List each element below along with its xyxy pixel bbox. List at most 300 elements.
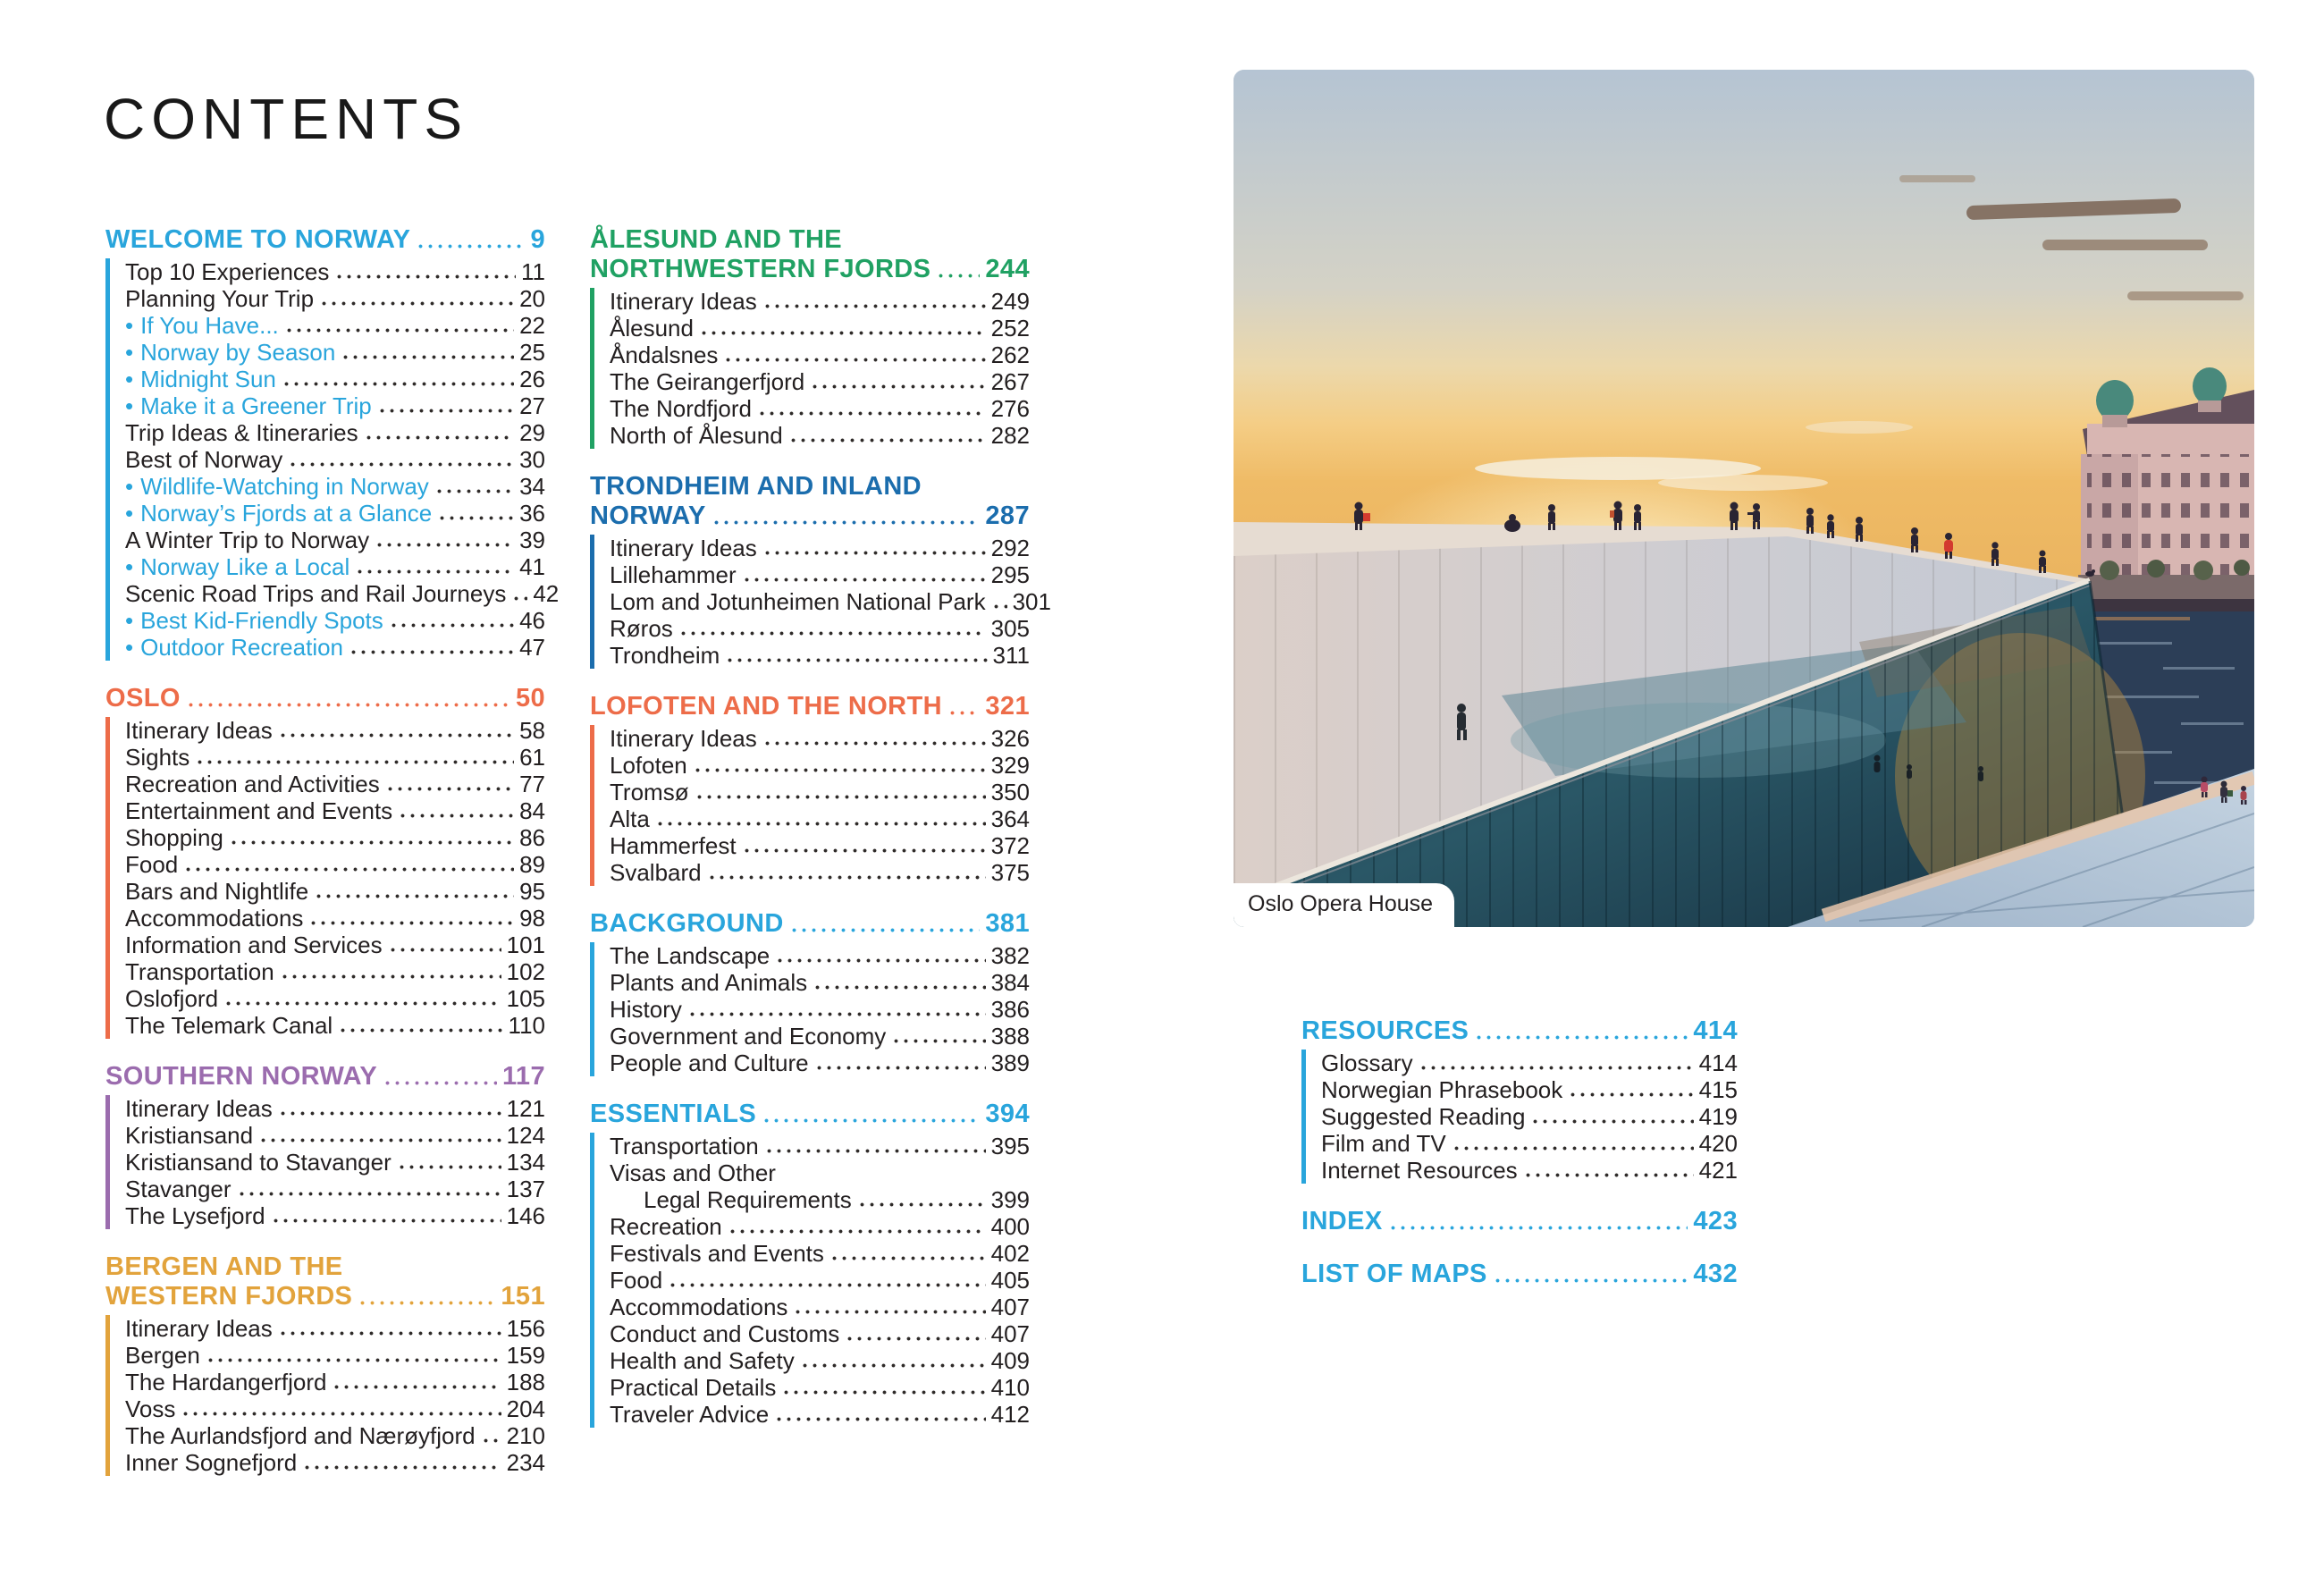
section-header [590, 255, 1030, 284]
item-label: The Aurlandsfjord and Nærøyfjord [125, 1422, 476, 1449]
item-page-number: 34 [519, 473, 545, 500]
item-label: Plants and Animals [610, 969, 808, 996]
leader-dots [829, 1256, 986, 1260]
leader-dots [891, 1039, 985, 1043]
bullet-icon: • [125, 312, 134, 339]
bullet-icon: • [125, 366, 134, 392]
item-page-number: 402 [990, 1240, 1030, 1267]
leader-dots [358, 1301, 495, 1305]
toc-item [610, 588, 1051, 615]
section-item-list [590, 725, 1030, 886]
item-label: Alta [610, 805, 650, 832]
item-page-number: 84 [519, 797, 545, 824]
toc-item [610, 996, 1030, 1023]
toc-item [610, 859, 1030, 886]
leader-dots [319, 301, 514, 306]
toc-item [125, 285, 545, 312]
toc-item [125, 1315, 545, 1342]
leader-dots [947, 711, 980, 715]
item-label: Government and Economy [610, 1023, 887, 1050]
leader-dots [728, 1229, 986, 1234]
item-label: Food [610, 1267, 663, 1294]
toc-item [125, 419, 545, 446]
item-page-number: 405 [990, 1267, 1030, 1294]
item-label: Itinerary Ideas [125, 1315, 273, 1342]
section-page-number: 432 [1693, 1260, 1738, 1288]
leader-dots [723, 358, 985, 362]
item-label: Scenic Road Trips and Rail Journeys [125, 580, 507, 607]
leader-dots [377, 409, 514, 413]
leader-dots [762, 551, 986, 555]
item-page-number: 41 [519, 553, 545, 580]
toc-item [125, 958, 545, 985]
section-title: NORTHWESTERN FJORDS [590, 255, 931, 283]
toc-section [105, 225, 560, 661]
leader-dots [1388, 1226, 1688, 1230]
leader-dots [223, 1001, 501, 1006]
toc-item [125, 1369, 545, 1395]
leader-dots [1452, 1146, 1694, 1151]
item-page-number: 389 [990, 1050, 1030, 1076]
item-page-number: 372 [990, 832, 1030, 859]
section-header [1301, 1016, 1738, 1046]
item-label: Trondheim [610, 642, 720, 669]
item-label: Conduct and Customs [610, 1320, 840, 1347]
item-label: Itinerary Ideas [610, 288, 757, 315]
item-page-number: 262 [990, 341, 1030, 368]
item-page-number: 110 [508, 1012, 545, 1039]
toc-item [125, 1012, 545, 1039]
leader-dots [278, 1331, 501, 1336]
leader-dots [206, 1358, 501, 1362]
leader-dots [383, 1081, 497, 1085]
page-title: CONTENTS [104, 87, 468, 151]
oslo-opera-house-photo [1234, 70, 2254, 927]
leader-dots [1474, 1035, 1688, 1040]
section-title: LOFOTEN AND THE NORTH [590, 692, 942, 721]
section-header [105, 684, 545, 713]
section-item-list [105, 258, 560, 661]
leader-dots [280, 974, 501, 979]
item-page-number: 252 [990, 315, 1030, 341]
item-label: History [610, 996, 682, 1023]
toc-item [125, 905, 545, 932]
item-page-number: 311 [992, 642, 1030, 669]
item-page-number: 407 [990, 1320, 1030, 1347]
leader-dots [364, 435, 514, 440]
leader-dots [1419, 1066, 1694, 1070]
opera-house-illustration [1234, 70, 2254, 927]
item-page-number: 156 [506, 1315, 545, 1342]
toc-item [610, 1401, 1030, 1428]
leader-dots [813, 985, 985, 990]
item-page-number: 384 [990, 969, 1030, 996]
item-page-number: 124 [506, 1122, 545, 1149]
leader-dots [349, 650, 514, 654]
section-page-number: 50 [515, 684, 545, 712]
item-label: Accommodations [125, 905, 304, 932]
item-label: The Lysefjord [125, 1202, 265, 1229]
section-header [105, 225, 545, 255]
bullet-icon: • [125, 473, 134, 500]
toc-item [610, 1159, 1030, 1186]
leader-dots [1493, 1278, 1688, 1283]
item-page-number: 77 [519, 771, 545, 797]
leader-dots [775, 958, 985, 963]
leader-dots [338, 1028, 502, 1033]
item-page-number: 276 [990, 395, 1030, 422]
section-item-list [105, 1095, 545, 1229]
toc-item [125, 1422, 545, 1449]
item-label: The Hardangerfjord [125, 1369, 327, 1395]
toc-item [610, 1213, 1030, 1240]
toc-item [610, 1240, 1030, 1267]
item-label: Information and Services [125, 932, 383, 958]
toc-column-3 [1301, 1016, 1738, 1289]
leader-dots [195, 760, 514, 764]
item-label: Planning Your Trip [125, 285, 315, 312]
item-label: Outdoor Recreation [140, 634, 344, 661]
leader-dots [355, 569, 514, 574]
leader-dots [991, 604, 1007, 609]
item-label: Itinerary Ideas [610, 725, 757, 752]
item-page-number: 292 [990, 535, 1030, 561]
toc-item [610, 725, 1030, 752]
toc-item [125, 473, 545, 500]
leader-dots [511, 596, 527, 601]
item-page-number: 419 [1698, 1103, 1738, 1130]
section-page-number: 394 [985, 1100, 1030, 1128]
item-page-number: 137 [506, 1176, 545, 1202]
item-page-number: 188 [506, 1369, 545, 1395]
leader-dots [693, 768, 986, 772]
leader-dots [375, 543, 514, 547]
section-page-number: 423 [1693, 1207, 1738, 1235]
toc-column-2 [590, 225, 1051, 1428]
leader-dots [341, 355, 514, 359]
item-label: Lillehammer [610, 561, 737, 588]
item-page-number: 305 [990, 615, 1030, 642]
toc-section [1301, 1207, 1738, 1236]
leader-dots [668, 1283, 985, 1287]
item-page-number: 36 [519, 500, 545, 527]
leader-dots [742, 578, 986, 582]
item-label: Voss [125, 1395, 176, 1422]
toc-item [125, 824, 545, 851]
leader-dots [712, 520, 981, 525]
toc-item [610, 1294, 1030, 1320]
item-page-number: 400 [990, 1213, 1030, 1240]
item-label: Røros [610, 615, 673, 642]
item-label: The Nordfjord [610, 395, 752, 422]
section-header [590, 692, 1030, 721]
section-title: BACKGROUND [590, 909, 784, 938]
item-page-number: 388 [990, 1023, 1030, 1050]
item-label: Åndalsnes [610, 341, 719, 368]
section-header [1301, 1207, 1738, 1236]
item-page-number: 89 [519, 851, 545, 878]
item-page-number: 101 [506, 932, 545, 958]
leader-dots [764, 1149, 986, 1153]
item-label: Trip Ideas & Itineraries [125, 419, 358, 446]
toc-item [610, 752, 1030, 779]
section-header [590, 502, 1030, 531]
toc-section [1301, 1260, 1738, 1289]
item-label: Entertainment and Events [125, 797, 393, 824]
toc-item [125, 985, 545, 1012]
item-page-number: 399 [990, 1186, 1030, 1213]
toc-item [610, 642, 1030, 669]
leader-dots [788, 438, 986, 443]
leader-dots [416, 244, 525, 249]
item-label: Wildlife-Watching in Norway [140, 473, 429, 500]
item-page-number: 25 [519, 339, 545, 366]
item-label: Recreation and Activities [125, 771, 380, 797]
bullet-icon: • [125, 392, 134, 419]
section-item-list [105, 717, 545, 1039]
leader-dots [308, 921, 514, 925]
item-label: Food [125, 851, 179, 878]
item-page-number: 159 [506, 1342, 545, 1369]
toc-item [610, 561, 1030, 588]
leader-dots [814, 1066, 986, 1070]
leader-dots [183, 867, 514, 872]
leader-dots [687, 1012, 986, 1016]
toc-item [125, 1202, 545, 1229]
section-title: BERGEN AND THE [105, 1252, 343, 1281]
leader-dots [725, 658, 987, 662]
toc-item [610, 615, 1030, 642]
toc-item [125, 258, 545, 285]
item-page-number: 11 [521, 258, 545, 285]
item-page-number: 267 [990, 368, 1030, 395]
item-label: People and Culture [610, 1050, 809, 1076]
section-title: RESOURCES [1301, 1016, 1469, 1045]
toc-item [125, 339, 545, 366]
toc-item [125, 771, 545, 797]
toc-item [125, 797, 545, 824]
leader-dots [434, 489, 514, 493]
section-page-number: 287 [985, 502, 1030, 530]
section-title: SOUTHERN NORWAY [105, 1062, 378, 1091]
leader-dots [229, 840, 514, 845]
leader-dots [302, 1465, 501, 1470]
leader-dots [1523, 1173, 1694, 1177]
photo-caption: Oslo Opera House [1234, 883, 1454, 927]
leader-dots [397, 1165, 501, 1169]
item-label: Transportation [610, 1133, 759, 1159]
leader-dots [288, 462, 514, 467]
item-page-number: 395 [990, 1133, 1030, 1159]
item-page-number: 326 [990, 725, 1030, 752]
leader-dots [810, 384, 985, 389]
toc-item [125, 580, 560, 607]
leader-dots [332, 1385, 501, 1389]
item-label: Svalbard [610, 859, 702, 886]
item-label: Health and Safety [610, 1347, 795, 1374]
item-label: Make it a Greener Trip [140, 392, 372, 419]
item-label: Lofoten [610, 752, 687, 779]
item-page-number: 58 [519, 717, 545, 744]
leader-dots [936, 274, 980, 278]
section-item-list [590, 1133, 1030, 1428]
item-label: Stavanger [125, 1176, 232, 1202]
toc-item [125, 932, 545, 958]
item-page-number: 27 [519, 392, 545, 419]
item-label: Best Kid-Friendly Spots [140, 607, 383, 634]
toc-item [610, 1267, 1030, 1294]
item-label: Accommodations [610, 1294, 788, 1320]
item-page-number: 421 [1698, 1157, 1738, 1184]
leader-dots [314, 894, 514, 898]
toc-item [1321, 1103, 1738, 1130]
toc-section [105, 1252, 545, 1476]
item-page-number: 47 [519, 634, 545, 661]
item-page-number: 22 [519, 312, 545, 339]
item-label: Practical Details [610, 1374, 777, 1401]
item-label: Itinerary Ideas [125, 1095, 273, 1122]
section-title: OSLO [105, 684, 181, 712]
section-item-list [590, 288, 1030, 449]
toc-item [610, 942, 1030, 969]
toc-item [610, 535, 1030, 561]
item-label: Festivals and Events [610, 1240, 824, 1267]
item-label: Film and TV [1321, 1130, 1446, 1157]
item-page-number: 26 [519, 366, 545, 392]
leader-dots [695, 795, 986, 799]
toc-item [125, 1122, 545, 1149]
item-label: Norway by Season [140, 339, 336, 366]
toc-item [125, 1149, 545, 1176]
item-page-number: 415 [1698, 1076, 1738, 1103]
item-label: Legal Requirements [644, 1186, 852, 1213]
leader-dots [655, 822, 986, 826]
item-label: North of Ålesund [610, 422, 783, 449]
section-header [105, 1062, 545, 1092]
toc-item [125, 446, 545, 473]
toc-item [610, 1320, 1030, 1347]
section-title: ÅLESUND AND THE [590, 225, 843, 254]
toc-item [610, 368, 1030, 395]
item-label: Bars and Nightlife [125, 878, 309, 905]
item-label: Norwegian Phrasebook [1321, 1076, 1563, 1103]
leader-dots [334, 274, 516, 279]
item-label: Sights [125, 744, 190, 771]
leader-dots [762, 1118, 980, 1123]
item-page-number: 61 [519, 744, 545, 771]
item-page-number: 386 [990, 996, 1030, 1023]
bullet-icon: • [125, 553, 134, 580]
toc-item [610, 422, 1030, 449]
section-page-number: 321 [985, 692, 1030, 721]
item-page-number: 329 [990, 752, 1030, 779]
toc-item [1321, 1157, 1738, 1184]
section-title: ESSENTIALS [590, 1100, 757, 1128]
item-label: A Winter Trip to Norway [125, 527, 370, 553]
section-item-list [105, 1315, 545, 1476]
leader-dots [800, 1363, 986, 1368]
section-title: NORWAY [590, 502, 706, 530]
section-header [590, 909, 1030, 939]
item-page-number: 95 [519, 878, 545, 905]
section-header [590, 225, 1030, 255]
item-page-number: 410 [990, 1374, 1030, 1401]
leader-dots [742, 848, 986, 853]
leader-dots [857, 1202, 986, 1207]
toc-item [610, 1186, 1030, 1213]
item-page-number: 364 [990, 805, 1030, 832]
item-label: Ålesund [610, 315, 694, 341]
item-label: The Landscape [610, 942, 770, 969]
leader-dots [385, 787, 514, 791]
bullet-icon: • [125, 634, 134, 661]
item-label: Tromsø [610, 779, 689, 805]
item-label: Inner Sognefjord [125, 1449, 298, 1476]
item-page-number: 301 [1012, 588, 1051, 615]
item-label: Kristiansand [125, 1122, 254, 1149]
toc-item [125, 1176, 545, 1202]
item-page-number: 409 [990, 1347, 1030, 1374]
leader-dots [793, 1310, 985, 1314]
leader-dots [271, 1218, 501, 1223]
leader-dots [762, 304, 986, 308]
item-label: Shopping [125, 824, 223, 851]
item-page-number: 414 [1698, 1050, 1738, 1076]
toc-item [1321, 1130, 1738, 1157]
leader-dots [282, 382, 514, 386]
leader-dots [186, 703, 510, 707]
item-page-number: 105 [506, 985, 545, 1012]
toc-item [125, 312, 545, 339]
leader-dots [1530, 1119, 1693, 1124]
item-page-number: 98 [519, 905, 545, 932]
toc-item [125, 392, 545, 419]
section-page-number: 381 [985, 909, 1030, 938]
section-header [590, 1100, 1030, 1129]
item-page-number: 412 [990, 1401, 1030, 1428]
toc-item [1321, 1050, 1738, 1076]
toc-item [610, 805, 1030, 832]
toc-item [610, 1374, 1030, 1401]
item-label: Transportation [125, 958, 274, 985]
toc-item [125, 717, 545, 744]
section-title: WESTERN FJORDS [105, 1282, 353, 1311]
item-page-number: 350 [990, 779, 1030, 805]
item-page-number: 86 [519, 824, 545, 851]
section-title: TRONDHEIM AND INLAND [590, 472, 922, 501]
item-label: Recreation [610, 1213, 722, 1240]
section-page-number: 9 [530, 225, 545, 254]
toc-section [590, 909, 1030, 1076]
bullet-icon: • [125, 500, 134, 527]
leader-dots [181, 1412, 501, 1416]
toc-section [590, 1100, 1030, 1428]
item-page-number: 249 [990, 288, 1030, 315]
leader-dots [845, 1336, 985, 1341]
item-page-number: 121 [506, 1095, 545, 1122]
item-page-number: 146 [506, 1202, 545, 1229]
item-label: Midnight Sun [140, 366, 276, 392]
leader-dots [278, 1111, 501, 1116]
toc-item [125, 1095, 545, 1122]
item-page-number: 46 [519, 607, 545, 634]
item-label: Visas and Other [610, 1159, 776, 1186]
item-label: Hammerfest [610, 832, 737, 859]
item-page-number: 102 [506, 958, 545, 985]
toc-item [125, 1449, 545, 1476]
leader-dots [481, 1438, 501, 1443]
item-label: Suggested Reading [1321, 1103, 1526, 1130]
